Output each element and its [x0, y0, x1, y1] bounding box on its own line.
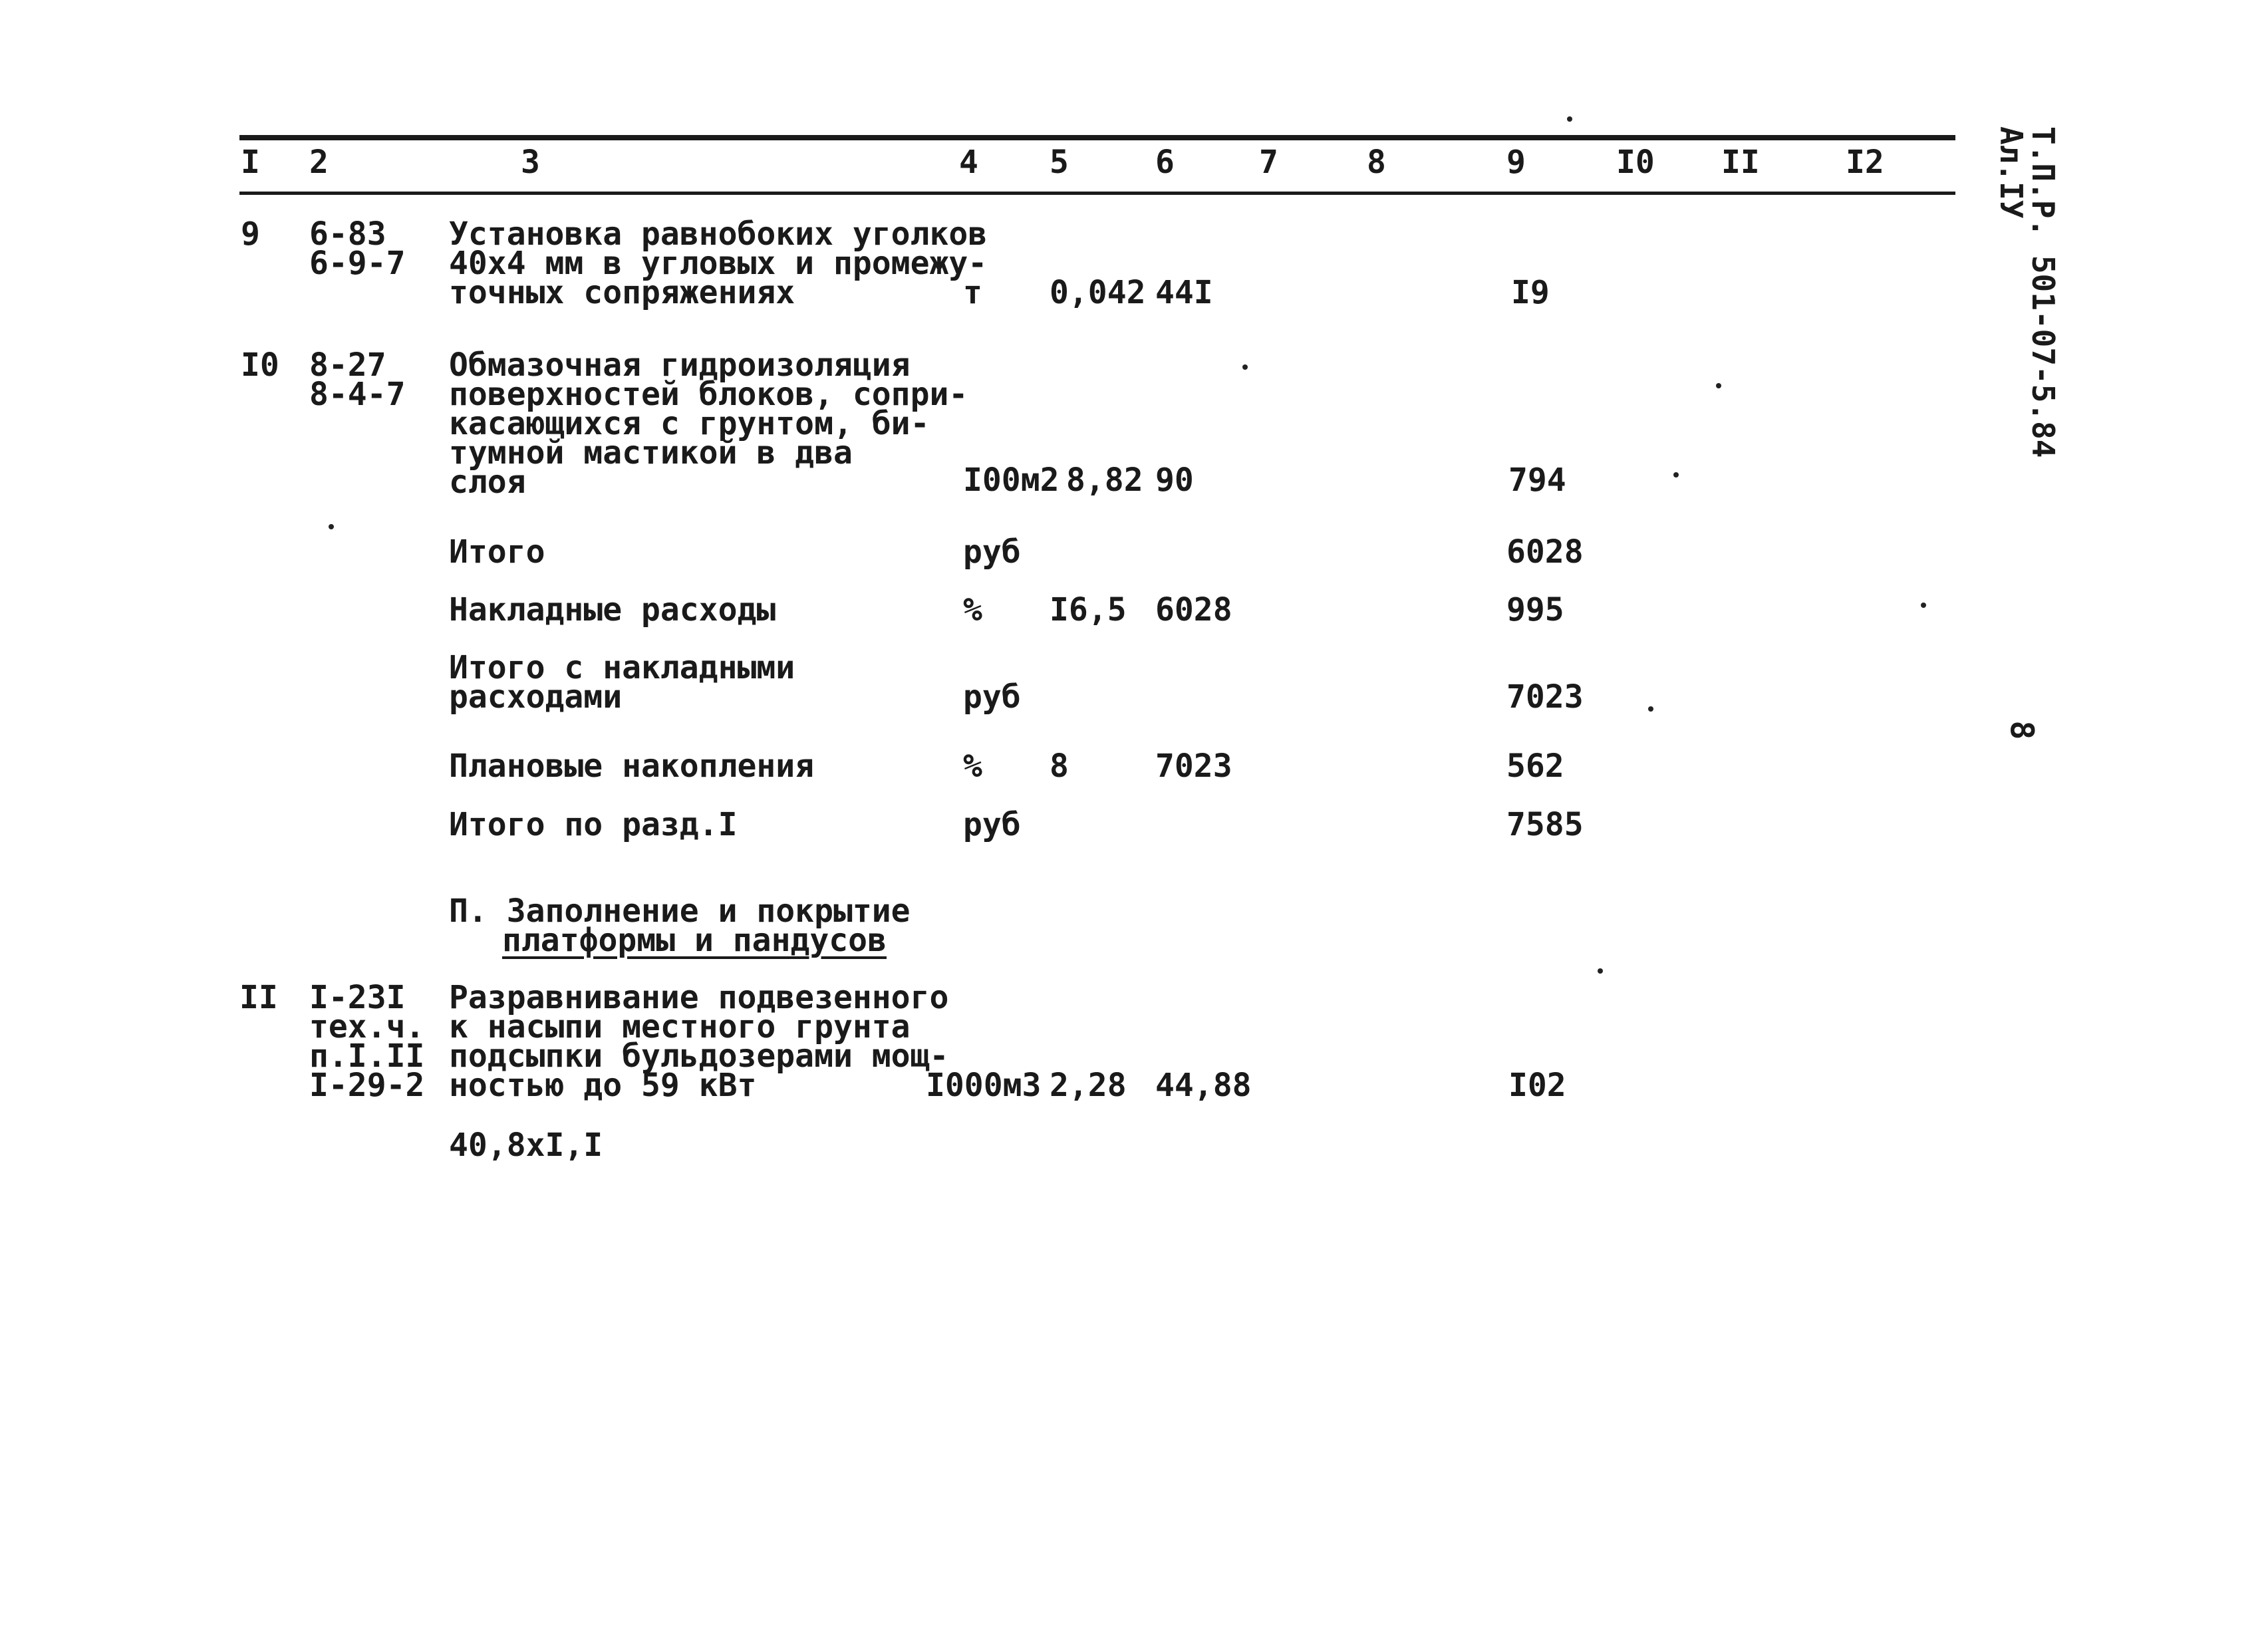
- total-with-overhead-total: 7023: [1506, 678, 1584, 716]
- section2-heading-line2: платформы и пандусов: [502, 922, 887, 959]
- row11-price: 44,88: [1155, 1067, 1252, 1104]
- col-header-2: 2: [309, 144, 329, 181]
- row11-code: I-23I тех.ч. п.I.II I-29-2: [309, 979, 425, 1104]
- row11-formula: 40,8хI,I: [449, 1127, 603, 1164]
- row10-price: 90: [1155, 462, 1194, 499]
- row10-number: I0: [241, 346, 279, 384]
- overhead-rate: I6,5: [1050, 591, 1127, 628]
- scan-speck: [1673, 472, 1679, 478]
- row11-total: I02: [1508, 1067, 1566, 1104]
- overhead-total: 995: [1506, 591, 1564, 628]
- row10-total: 794: [1508, 462, 1566, 499]
- row11-quantity: 2,28: [1050, 1067, 1127, 1104]
- col-header-1: I: [241, 144, 260, 181]
- col-header-5: 5: [1050, 144, 1069, 181]
- table-header-rule: [239, 192, 1955, 195]
- planned-savings-total: 562: [1506, 748, 1564, 785]
- scan-speck: [329, 524, 334, 529]
- overhead-unit: %: [963, 591, 982, 628]
- row10-description: Обмазочная гидроизоляция поверхностей блоков, сопри- касающихся с грунтом, би- тумной мастикой в два слоя: [449, 346, 968, 501]
- subtotal-label: Итого: [449, 533, 545, 571]
- row9-unit: т: [963, 274, 982, 311]
- planned-savings-unit: %: [963, 748, 982, 785]
- scan-speck: [1648, 706, 1653, 712]
- row10-unit: I00м2: [963, 462, 1060, 499]
- col-header-9: 9: [1506, 144, 1526, 181]
- table-top-rule: [239, 135, 1955, 140]
- subtotal-unit: руб: [963, 533, 1021, 571]
- col-header-3: 3: [521, 144, 540, 181]
- side-document-code-text: Т.П.Р. 501-07-5.84 Ал.IУ: [1993, 126, 2061, 458]
- col-header-4: 4: [959, 144, 978, 181]
- row10-quantity: 8,82: [1066, 462, 1143, 499]
- scan-speck: [1921, 603, 1926, 608]
- subtotal-total: 6028: [1506, 533, 1584, 571]
- col-header-11: II: [1721, 144, 1760, 181]
- section2-heading-line1: П. Заполнение и покрытие: [449, 893, 911, 930]
- scan-speck: [1716, 383, 1721, 388]
- col-header-6: 6: [1155, 144, 1175, 181]
- col-header-8: 8: [1367, 144, 1386, 181]
- col-header-10: I0: [1616, 144, 1655, 181]
- row9-description: Установка равнобоких уголков 40х4 мм в угловых и промежу- точных сопряжениях: [449, 215, 988, 311]
- section1-total-value: 7585: [1506, 806, 1584, 843]
- col-header-7: 7: [1259, 144, 1278, 181]
- scan-speck: [1567, 116, 1572, 122]
- row9-price: 44I: [1155, 274, 1213, 311]
- row11-number: II: [239, 979, 278, 1016]
- total-with-overhead-unit: руб: [963, 678, 1021, 716]
- page-number: 8: [2003, 720, 2041, 740]
- total-with-overhead-label: Итого с накладными расходами: [449, 649, 795, 716]
- planned-savings-label: Плановые накопления: [449, 748, 815, 785]
- row9-code: 6-83 6-9-7: [309, 215, 406, 282]
- section1-total-label: Итого по разд.I: [449, 806, 738, 843]
- row9-number: 9: [241, 215, 260, 253]
- side-document-code: [1993, 126, 2061, 459]
- section1-total-unit: руб: [963, 806, 1021, 843]
- overhead-base: 6028: [1155, 591, 1232, 628]
- planned-savings-rate: 8: [1050, 748, 1069, 785]
- scan-speck: [1598, 968, 1603, 974]
- planned-savings-base: 7023: [1155, 748, 1232, 785]
- row11-description: Разравнивание подвезенного к насыпи местного грунта подсыпки бульдозерами мощ- ностью до 59 кВт: [449, 979, 949, 1104]
- row9-total: I9: [1511, 274, 1550, 311]
- col-header-12: I2: [1846, 144, 1884, 181]
- row9-quantity: 0,042: [1050, 274, 1146, 311]
- row11-unit: I000м3: [926, 1067, 1042, 1104]
- overhead-label: Накладные расходы: [449, 591, 776, 628]
- scan-speck: [1242, 364, 1248, 370]
- row10-code: 8-27 8-4-7: [309, 346, 406, 413]
